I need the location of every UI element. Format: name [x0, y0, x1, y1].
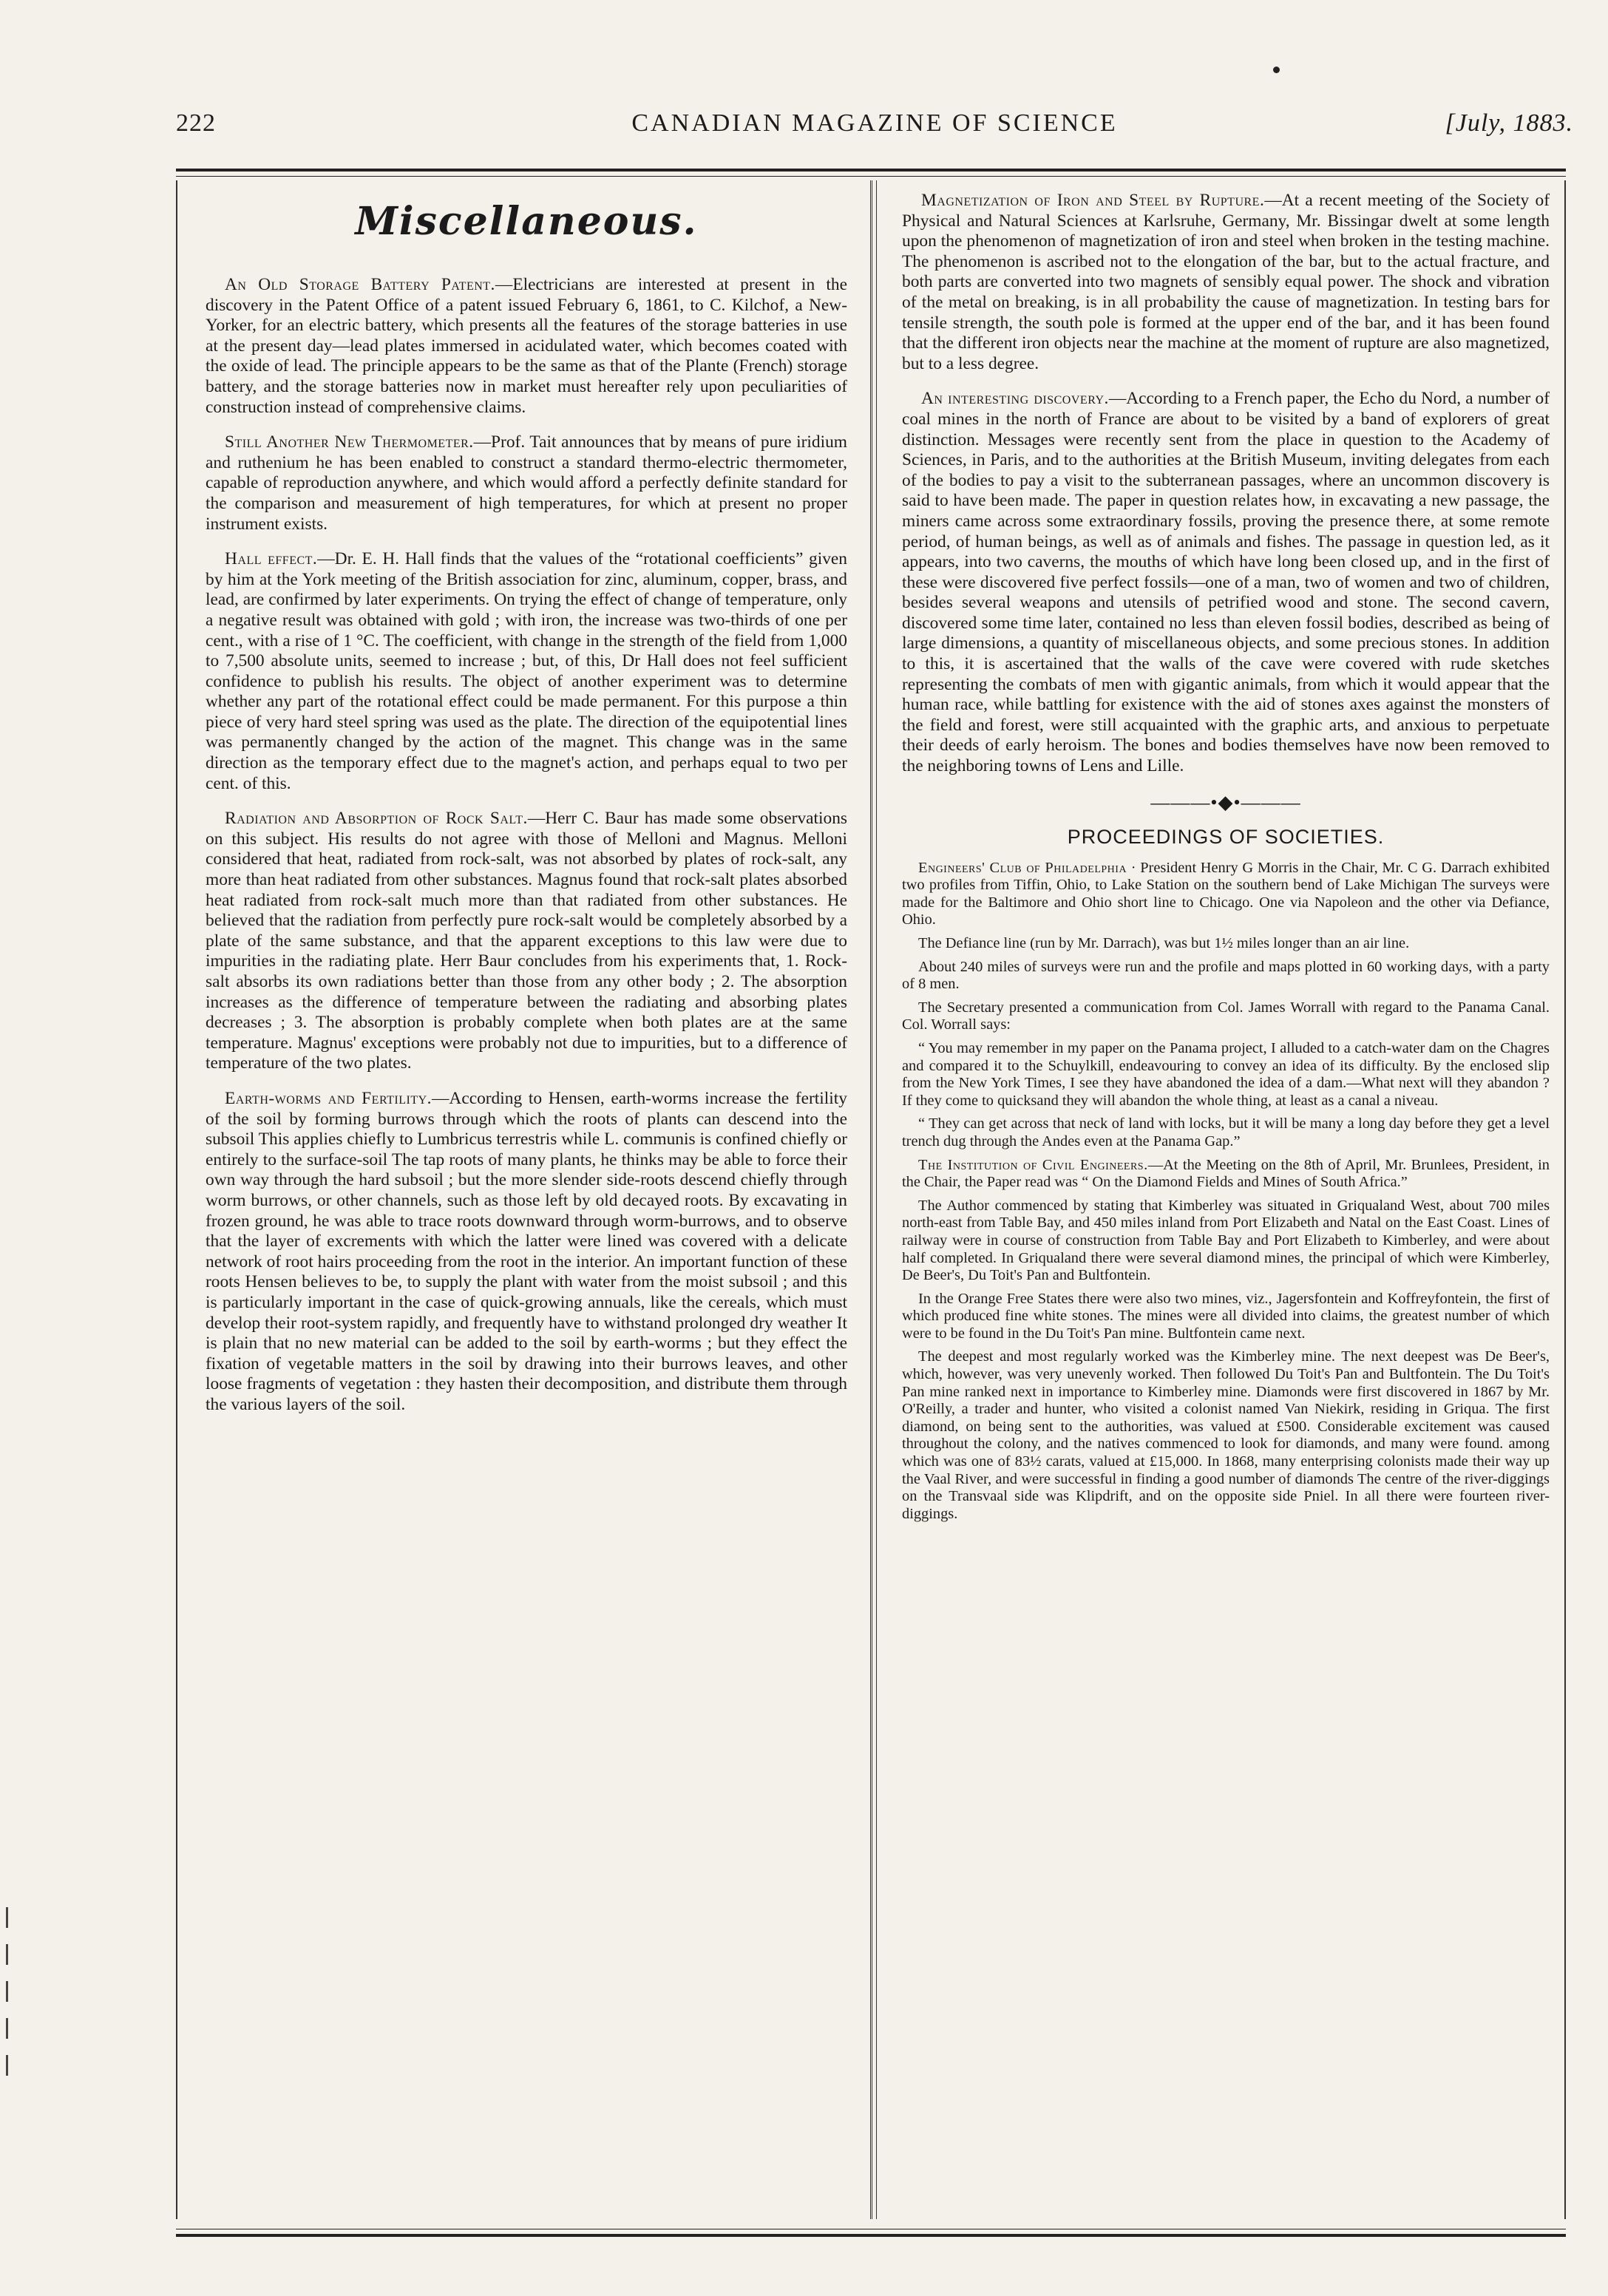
- article: [206, 432, 847, 534]
- article: [902, 191, 1550, 374]
- proceedings-body: The deepest and most regularly worked was the Kimberley mine. The next deepest was De Beer's, which, however, was very unevenly worked. Then followed Du Toit's Pan and Bultfontein. The Du Toit's Pan mine ranked next in importance to Kimberley mine. Diamonds were first discovered in 1867 by Mr. O'Reilly, a trader and hunter, who visited a colonist named Van Niekirk, residing in Griqua. The first diamond, on being sent to the authorities, was valued at £500. Considerable excitement was caused throughout the colony, and the natives commenced to look for diamonds, and many were found. among which was one of 83½ carats, valued at £15,000. In 1868, many enterprising colonists made their way up the Vaal River, and were successful in finding a good number of diamonds The centre of the river-diggings on the Transvaal side was Klipdrift, and on the opposite side Pniel. In all there were fourteen river-diggings.: [902, 1348, 1550, 1522]
- proceedings-body: “ They can get across that neck of land with locks, but it will be many a long day before they get a level trench dug through the Andes even at the Panama Gap.”: [902, 1115, 1550, 1149]
- proceedings-list: [902, 860, 1550, 1524]
- proceedings-paragraph: [902, 1040, 1550, 1110]
- proceedings-body: —At the Meeting on the 8th of April, Mr. Brunlees, President, in the Chair, the Paper read was “ On the Diamond Fields and Mines of South Africa.”: [902, 1156, 1550, 1191]
- proceedings-paragraph: [902, 1291, 1550, 1343]
- article-body: —Electricians are interested at present in the discovery in the Patent Office of a patent issued February 6, 1861, to C. Kilchof, a New-Yorker, for an electric battery, which presents all the features of the storage batteries in use at the present day—lead plates immersed in acidulated water, which becomes coated with the oxide of lead. The principle appears to be the same as that of the Plante (French) storage battery, and the storage batteries now in market must hereafter rely upon peculiarities of construction instead of comprehensive claims.: [206, 275, 847, 417]
- issue-date: [July, 1883.: [1445, 109, 1573, 137]
- proceedings-body: About 240 miles of surveys were run and the profile and maps plotted in 60 working days, with a party of 8 men.: [902, 958, 1550, 993]
- proceedings-paragraph: [902, 1115, 1550, 1150]
- right-column: [902, 191, 1550, 1529]
- proceedings-title: PROCEEDINGS OF SOCIETIES.: [1067, 825, 1385, 848]
- article-body: —Herr C. Baur has made some observations on this subject. His results do not agree with those of Melloni and Magnus. Melloni considered that heat, radiated from rock-salt, was not absorbed by plates of rock-salt, any more than heat radiated from other substances. Magnus found that rock-salt plates absorbed heat radiated from rock-salt much more than that radiated from other substances. He believed that the radiation from perfectly pure rock-salt would be completely absorbed by a plate of the same substance, and that the apparent exceptions to this law were due to impurities in the radiating plate. Herr Baur concludes from his experiments that, 1. Rock-salt absorbs its own radiations better than those from any other body ; 2. The absorption increases as the difference of temperature between the radiating and absorbing plates decreases ; 3. The absorption is probably complete when both plates are at the same temperature. Magnus' exceptions were probably not due to impurities, but to a difference of temperature of the two plates.: [206, 809, 848, 1073]
- column-divider-inner: [876, 180, 877, 2219]
- proceedings-paragraph: [902, 860, 1550, 929]
- proceedings-body: The Author commenced by stating that Kimberley was situated in Griqualand West, about 700 miles north-east from Table Bay, and 450 miles inland from Port Elizabeth and Natal on the East Coast. Lines of railway were in course of construction from Table Bay and Port Elizabeth to Kimberley, and were about half completed. In Griqualand there were several diamond mines, the principal of which were Kimberley, De Beer's, Du Toit's Pan and Bultfontein.: [902, 1197, 1550, 1284]
- right-rule: [1564, 180, 1566, 2219]
- article: [206, 549, 847, 794]
- proceedings-body: The Secretary presented a communication from Col. James Worrall with regard to the Panama Canal. Col. Worrall says:: [902, 999, 1550, 1033]
- article-body: —At a recent meeting of the Society of Physical and Natural Sciences at Karlsruhe, Germany, Mr. Bissingar dwelt at some length upon the phenomenon of magnetization of iron and steel when broken in the testing machine. The phenomenon is ascribed not to the elongation of the bar, but to the actual fracture, and both parts are converted into two magnets of sensibly equal power. The shock and vibration of the metal on breaking, is in all probability the cause of magnetization. In testing bars for tensile strength, the south pole is formed at the upper end of the bar, and it has been found that the different iron objects near the machine at the moment of rupture are also magnetized, but to a less degree.: [902, 191, 1550, 373]
- article-heading: Still Another New Thermometer.: [225, 432, 474, 452]
- article-heading: Radiation and Absorption of Rock Salt.: [225, 809, 528, 829]
- article: [206, 275, 847, 418]
- scan-edge-marks: [0, 1907, 18, 2218]
- proceedings-paragraph: [902, 959, 1550, 994]
- print-speck: [1273, 67, 1280, 73]
- running-head: [176, 109, 1573, 146]
- proceedings-paragraph: [902, 935, 1550, 953]
- ornament-divider: ———•◆•———: [1150, 791, 1301, 813]
- proceedings-body: The Defiance line (run by Mr. Darrach), was but 1½ miles longer than an air line.: [918, 935, 1410, 951]
- article: [206, 1089, 847, 1416]
- article: [206, 809, 847, 1074]
- article-heading: An Old Storage Battery Patent.: [225, 275, 495, 294]
- left-column: [206, 191, 847, 1430]
- magazine-title: CANADIAN MAGAZINE OF SCIENCE: [631, 109, 1118, 137]
- proceedings-paragraph: [902, 1157, 1550, 1192]
- column-divider: [870, 180, 872, 2219]
- proceedings-paragraph: [902, 1348, 1550, 1523]
- article-body: —Dr. E. H. Hall finds that the values of the “rotational coefficients” given by him at the York meeting of the British association for zinc, aluminum, copper, brass, and lead, are confirmed by later experiments. On trying the effect of change of temperature, only a negative result was obtained with gold ; with iron, the increase was two-thirds of one per cent., with a rise of 1 °C. The coefficient, with change in the strength of the field from 1,000 to 7,500 absolute units, seemed to increase ; but, of this, Dr Hall does not feel sufficient confidence to publish his results. The object of another experiment was to determine whether any part of the rotational effect could be made permanent. For this purpose a thin piece of very hard steel spring was used as the plate. The direction of the equipotential lines was permanently changed by the action of the magnet. This change was in the same direction as the temporary effect due to the magnet's action, and perhaps equal to two per cent. of this.: [206, 549, 848, 793]
- page-number: 222: [176, 109, 216, 137]
- proceedings-paragraph: [902, 1198, 1550, 1285]
- article-heading: An interesting discovery.: [921, 389, 1109, 409]
- article-heading: Earth-worms and Fertility.: [225, 1088, 432, 1108]
- left-rule: [176, 180, 177, 2219]
- article-heading: Magnetization of Iron and Steel by Rupture.: [921, 191, 1265, 210]
- proceedings-paragraph: [902, 999, 1550, 1034]
- proceedings-body: “ You may remember in my paper on the Panama project, I alluded to a catch-water dam on the Chagres and compared it to the Schuylkill, endeavouring to convey an idea of its difficulty. By the enclosed slip from the New York Times, I see they have abandoned the idea of a dam.—What next will they abandon ? If they come to quicksand they will abandon the whole thing, at least as a canal a niveau.: [902, 1039, 1550, 1109]
- proceedings-body: In the Orange Free States there were also two mines, viz., Jagersfontein and Koffreyfontein, the first of which produced fine white stones. The mines were all divided into claims, the greatest number of which were to be found in the Du Toit's Pan mine. Bultfontein came next.: [902, 1290, 1550, 1342]
- proceedings-heading: The Institution of Civil Engineers.: [918, 1156, 1148, 1173]
- proceedings-heading: Engineers' Club of Philadelphia: [918, 859, 1127, 876]
- proceedings-body: · President Henry G Morris in the Chair, Mr. C G. Darrach exhibited two profiles from Tiffin, Ohio, to Lake Station on the southern bend of Lake Michigan The surveys were made for the Baltimore and Ohio short line to Chicago. One via Napoleon and the other via Defiance, Ohio.: [902, 859, 1550, 928]
- article-body: —According to Hensen, earth-worms increase the fertility of the soil by forming burrows through which the roots of plants can descend into the subsoil This applies chiefly to Lumbricus terrestris while L. communis is confined chiefly or entirely to the surface-soil The tap roots of many plants, he thinks may be able to force their own way through the hard subsoil ; but the more slender side-roots descend chiefly through worm burrows, or other channels, such as those left by old decayed roots. By excavating in frozen ground, he was able to trace roots downward through worm-burrows, and to observe that the layer of excrements with which the latter were lined was covered with a delicate network of root hairs proceeding from the root in the interior. An important function of these roots Hensen believes to be, to supply the plant with water from the moist subsoil ; and this is particularly important in the case of quick-growing annuals, like the cereals, which must develop their root-system rapidly, and frequently have to withstand prolonged dry weather It is plain that no new material can be added to the soil by earth-worms ; but they effect the fixation of vegetable matters in the soil by drawing into their burrows leaves, and other loose fragments of vegetation : they hasten their decomposition, and distribute them through the various layers of the soil.: [206, 1088, 847, 1414]
- article-body: —Prof. Tait announces that by means of pure iridium and ruthenium he has been enabled to construct a standard thermo-electric thermometer, capable of reproduction anywhere, and which would afford a perfectly definite standard for the comparison and measurement of high temperatures, for which at present no proper instrument exists.: [206, 432, 847, 534]
- article-heading: Hall effect.: [225, 549, 318, 569]
- article-body: —According to a French paper, the Echo du Nord, a number of coal mines in the north of France are about to be visited by a band of explorers of great distinction. Messages were recently sent from the place in question to the Academy of Sciences, in Paris, and to the authorities at the British Museum, inviting delegates from each of the bodies to pay a visit to the subterranean passages, where an uncommon discovery is said to have been made. The paper in question relates how, in excavating a new passage, the miners came across some extraordinary fossils, proving the presence there, at some remote period, of human beings, as well as of animals and fishes. The passage in question led, as it appears, into two caverns, the mouths of which have long been closed up, and in the first of these were discovered five perfect fossils—one of a man, two of women and two of children, besides several weapons and utensils of petrified wood and stone. The second cavern, discovered some time later, contained no less than eleven fossil bodies, described as being of large dimensions, a quantity of miscellaneous objects, and some precious stones. In addition to this, it is ascertained that the walls of the cave were covered with rude sketches representing the combats of men with gigantic animals, from which it would appear that the human race, while battling for existence with the aid of stones axes against the monsters of the field and forest, were still acquainted with the graphic arts, and anxious to perpetuate their deeds of early heroism. The bones and bodies themselves have now been removed to the neighboring towns of Lens and Lille.: [902, 389, 1550, 776]
- section-title: Miscellaneous.: [355, 199, 698, 244]
- magazine-page: [176, 89, 1573, 2247]
- article: [902, 389, 1550, 776]
